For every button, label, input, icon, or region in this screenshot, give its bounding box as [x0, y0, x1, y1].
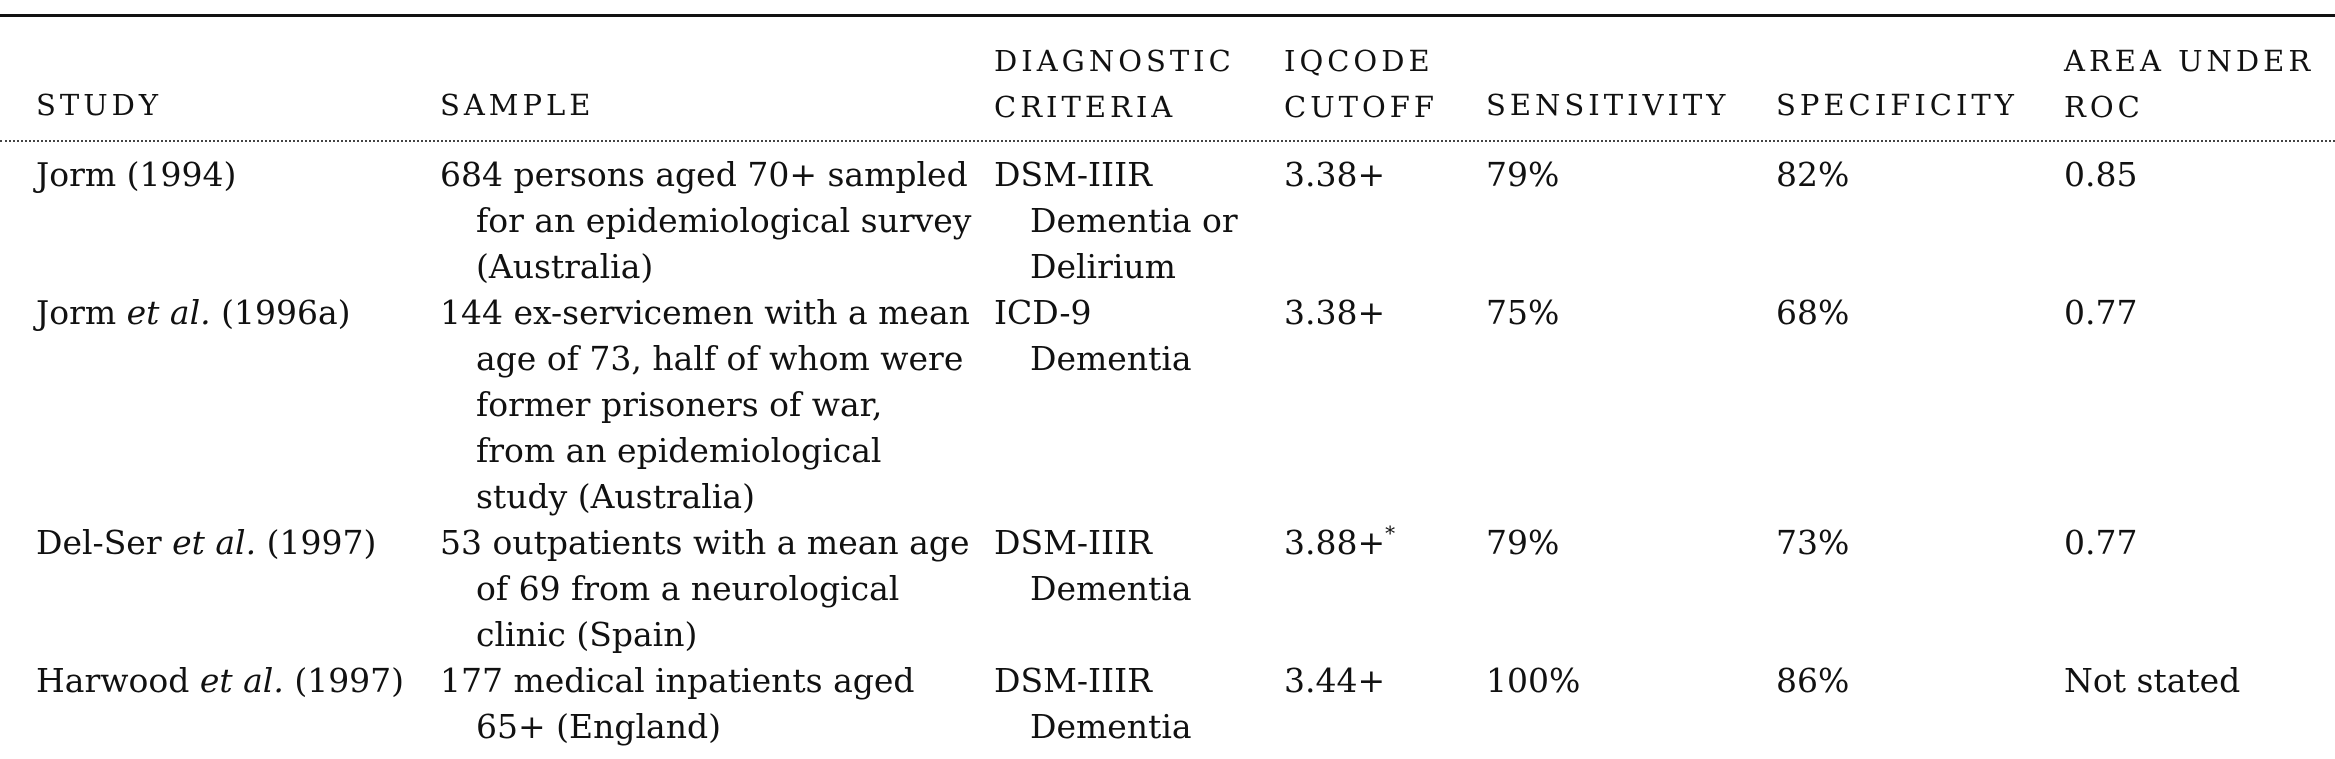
header-sample: SAMPLE — [440, 88, 595, 122]
row2-study: Jorm et al. (1996a) — [36, 293, 351, 332]
header-dotted-rule — [0, 140, 2335, 142]
row3-study: Del-Ser et al. (1997) — [36, 523, 377, 562]
row3-specificity: 73% — [1776, 523, 1850, 562]
row1-sensitivity: 79% — [1486, 155, 1560, 194]
header-study: STUDY — [36, 88, 163, 122]
row3-cutoff: 3.88+* — [1284, 521, 1396, 562]
row4-study: Harwood et al. (1997) — [36, 661, 405, 700]
header-sensitivity: SENSITIVITY — [1486, 88, 1730, 122]
header-iqcode-line2: CUTOFF — [1284, 90, 1438, 124]
cutoff-footnote-mark: * — [1385, 521, 1396, 545]
row2-specificity: 68% — [1776, 293, 1850, 332]
row1-cutoff: 3.38+ — [1284, 155, 1386, 194]
row4-sample: 177 medical inpatients aged 65+ (England) — [440, 661, 915, 746]
header-iqcode-cutoff — [1284, 38, 1438, 130]
header-iqcode-line1: IQCODE — [1284, 44, 1434, 78]
row1-sample: 684 persons aged 70+ sampled for an epidemiological survey (Australia) — [440, 155, 972, 286]
header-diagnostic-line2: CRITERIA — [994, 90, 1177, 124]
header-diagnostic-criteria — [994, 38, 1235, 130]
row3-auc: 0.77 — [2064, 523, 2138, 562]
header-diagnostic-line1: DIAGNOSTIC — [994, 44, 1235, 78]
header-area-under-roc — [2064, 38, 2314, 130]
header-auc-line1: AREA UNDER — [2064, 44, 2315, 78]
row4-sensitivity: 100% — [1486, 661, 1581, 700]
header-auc-line2: ROC — [2064, 90, 2144, 124]
row2-criteria: ICD-9 Dementia — [994, 293, 1192, 378]
row1-auc: 0.85 — [2064, 155, 2138, 194]
row4-auc: Not stated — [2064, 661, 2241, 700]
row1-criteria: DSM-IIIR Dementia or Delirium — [994, 155, 1238, 286]
row4-cutoff: 3.44+ — [1284, 661, 1386, 700]
row4-specificity: 86% — [1776, 661, 1850, 700]
row1-study: Jorm (1994) — [36, 155, 237, 194]
row2-sample: 144 ex-servicemen with a mean age of 73, half of whom were former prisoners of war, from an epidemiological study (Australia) — [440, 293, 970, 516]
top-rule — [0, 14, 2335, 17]
row2-auc: 0.77 — [2064, 293, 2138, 332]
row3-criteria: DSM-IIIR Dementia — [994, 523, 1192, 608]
row4-criteria: DSM-IIIR Dementia — [994, 661, 1192, 746]
row2-sensitivity: 75% — [1486, 293, 1560, 332]
row3-sensitivity: 79% — [1486, 523, 1560, 562]
row2-cutoff: 3.38+ — [1284, 293, 1386, 332]
row1-specificity: 82% — [1776, 155, 1850, 194]
header-specificity: SPECIFICITY — [1776, 88, 2018, 122]
row3-sample: 53 outpatients with a mean age of 69 from a neurological clinic (Spain) — [440, 523, 970, 654]
